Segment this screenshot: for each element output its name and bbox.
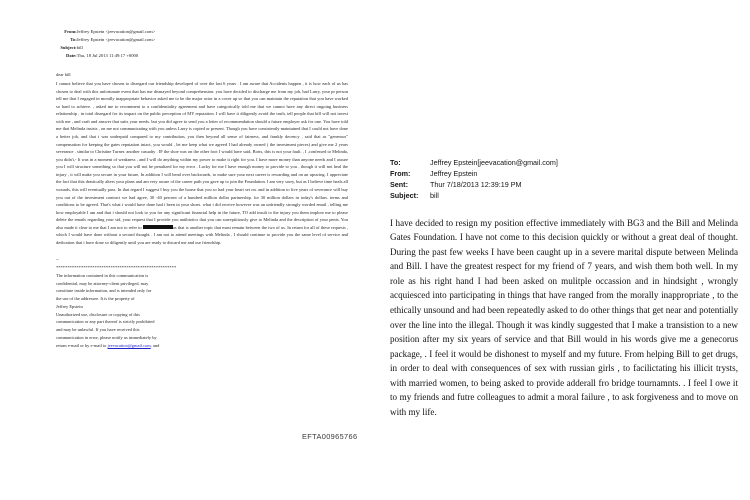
right-header-label-to: To:: [390, 158, 401, 167]
header-row-to: [56, 36, 155, 44]
right-header-label-from: From:: [390, 168, 411, 178]
right-email: [390, 158, 738, 419]
disclaimer-line-7: communication or any part thereof is strictly prohibited: [56, 319, 155, 325]
redaction-bar-1: [143, 225, 173, 229]
disclaimer-line-4: the use of the addressee. It is the property of: [56, 296, 135, 302]
right-header-label-sent: Sent:: [390, 179, 408, 189]
header-label-subject: Subject:: [60, 45, 77, 51]
header-label-date: Date:: [66, 53, 77, 59]
email-hyperlink[interactable]: jeevacation@gmail.com: [107, 342, 151, 348]
disclaimer-line-9: communication in error, please notify us immediately by: [56, 334, 157, 340]
disclaimer-line-3: constitute inside information, and is intended only for: [56, 288, 152, 294]
left-body-text-1: I cannot believe that you have chosen to disregard our friendship developed of over the last 6 years . I am aware that Accidents happen , it is how each of us has chosen to deal with this unfortunate event that has me dismayed beyond comprehension. you have decided to discharge me from my job, had Larry, your pr person tell me that I engaged in morally inappropriate behavior asked me to be the major actor in a cover up so that you can maintain the reputation that you have worked so hard to achieve. , asked me to recomment to a confidentiality agreement and have categorically told me that we cannot have any direct ongoing business relationship , in total disregard for its impact on the public perception of MY reputation. I will have ti diligently avoid the truth, tell people that bill will not invest with me , and craft and answer that suits your needs. but you did agree to send you a letter of recommendation should a future employer ask for one. You have told me that Melinda insists , on me not communicating with you unless Larry is copied or present. Though you have consistently maintained that I could not have done a better job, and that i was underpaid compared to my contribution, you then beyond all sense of fairness, and frankly decency , said that as "generous" compensation for keeping the gates reputation intact, you would , let me keep what we agreed I had already owned ( the investment pieces) and give me 2 years severance . similar to Christine Turner. another casualty . IF the shoe was on the other foot I would have said, Boris, this is not your fault. , I ,confessed to Melinda, you didn't,- It was in a moment of weakness , and I will do anything within my power to make it right for you. I have more money than anyone needs and I assure you I will structure something so that you will not be penalized for my error . Lucky for me I have enough money to provide to you , though it will not heal the injury , it will make you secure in your future, In addition I will bend over backwards, to make sure your next career is rewarding and on an upswing. I appreciate the fact that this drastically alters your plans and am very aware of the career path you gave up to join the Foundation. I am very sorry, but as I believe time heals all wounds, this will eventually pass. In that regard I suggest I buy you the house that you so had your heart set on. and in addition to five years of severance will buy you out of the investment contract we had agree, 30 -40 percent of a hundred million dollar partnership. for 30 million dollars in today's dollars. terms and conditions to be agreed. That's what i would have done had i been in your shoes. what i did receive however was an unfriendly strongly worded email , telling me how employable I am and that i should not look to you for any significant financial help in the future, TO add insult to the injury you them implore me to please delete the emails regarding your std, your request that I provide you antibiotics that you can surreptitiously give to Melinda and the description of your penis. You also made it clear to me that I am not to refer to: [56, 81, 348, 230]
left-email: [56, 28, 348, 349]
confidentiality-disclaimer: [56, 272, 348, 349]
right-header-value-subject: bill: [430, 190, 439, 200]
left-body-text-2: as that is another topic that must remain between the two of us. In return for all of these requests , which I would have done without a second thought . I am not to attend meetings with Melinda , I should continue to provide you the same level of service and dedication that i have done so diligently until you are ready to discard me and our friendship.: [56, 224, 348, 245]
header-value-to: Jeffrey Epstein <jeevacation@gmail.com>: [76, 37, 156, 43]
right-email-body: I have decided to resign my position effective immediately with BG3 and the Bill and Melinda Gates Foundation. I have not come to this decision quickly or without a great deal of thought. During the past few weeks I have been caught up in a severe marital dispute between Melinda and Bill. I have the greatest respect for my friend of 7 years, and wish them both well. In my role as his right hand I had been asked on mulitple occassion and in hindsight , wrongly acquiesced into participating in things that have ranged from the morally inappropriate , to the ethically unsound and had been repeatedly asked to do other things that get near and potentially over the line into the illegal. Though it was kindly suggested that I make a transistion to a new position after my six years of service and that Bill would in his words give me a genecorus package, . I feel it would be dishonest to myself and my future. From helping Bill to get drugs, in order to deal with consequences of sex with russian girls , to facilictating his illicit trysts, with married women, to being asked to provide adderall fro bridge tournamnts. . I feel I owe it to my friends and futre colleagues to admit a moral failure , to ask forgiveness and to move on with my life.: [390, 217, 738, 417]
disclaimer-line-5: Jeffrey Epstein: [56, 303, 83, 309]
left-body-paragraph: [56, 80, 348, 246]
header-value-from: Jeffrey Epstein <jeevacation@gmail.com>: [76, 29, 156, 34]
header-value-subject: bill: [76, 45, 83, 51]
disclaimer-tail: , and: [150, 342, 160, 348]
disclaimer-line-10: [56, 342, 348, 350]
disclaimer-line-6: Unauthorized use, disclosure or copying of this: [56, 311, 140, 317]
separator-stars: *****************************************************: [56, 264, 177, 270]
disclaimer-line-8: and may be unlawful. If you have received this: [56, 327, 140, 333]
right-header-value-from: Jeffrey Epstein: [430, 168, 478, 178]
right-header-value-to: Jeffrey Epstein[jeevacation@gmail.com]: [430, 158, 558, 167]
signature-dashes: --: [56, 257, 59, 263]
header-label-from: From:: [64, 29, 77, 34]
disclaimer-line-10-text: return e-mail or by e-mail to: [56, 342, 107, 348]
left-salutation: dear bill: [56, 71, 71, 77]
disclaimer-line-2: confidential, may be attorney-client privileged, may: [56, 280, 149, 286]
bates-number: EFTA00965766: [302, 432, 358, 441]
header-row-subject: [56, 44, 155, 52]
right-email-headers: [390, 158, 738, 202]
header-row-date: [56, 52, 155, 60]
left-email-headers: [56, 28, 155, 61]
header-value-date: Thu, 18 Jul 2013 11:49:17 +0000: [76, 53, 139, 59]
header-row-from: [56, 28, 155, 36]
right-header-value-sent: Thur 7/18/2013 12:39:19 PM: [430, 179, 522, 189]
disclaimer-line-1: The information contained in this communication is: [56, 272, 149, 278]
left-email-body: [56, 71, 348, 247]
right-header-label-subject: Subject:: [390, 190, 419, 200]
header-label-to: To:: [70, 37, 77, 43]
